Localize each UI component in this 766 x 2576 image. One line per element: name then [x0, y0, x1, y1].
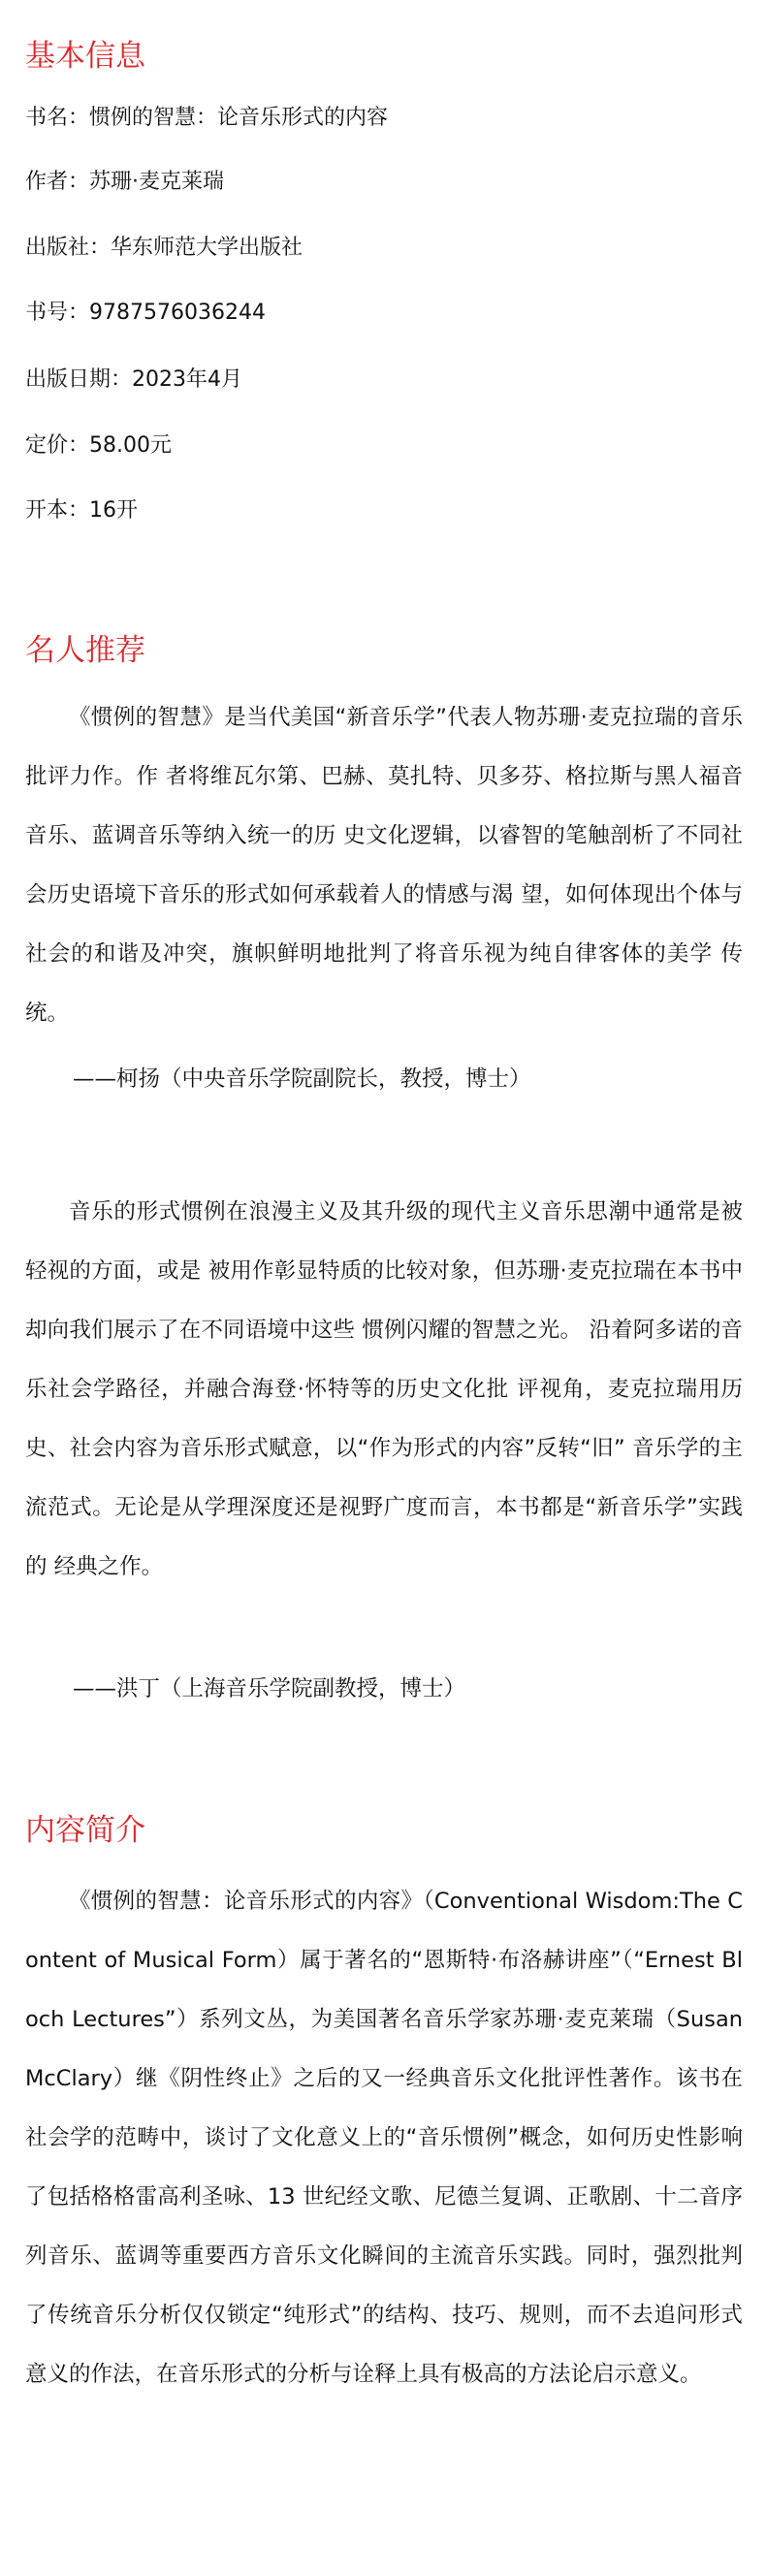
basic-info-heading: 基本信息 — [25, 39, 145, 74]
recommendation-attribution: ——洪丁（上海音乐学院副教授，博士） — [73, 1676, 466, 1701]
summary-heading: 内容简介 — [25, 1813, 145, 1848]
isbn-line: 书号：9787576036244 — [25, 301, 266, 325]
price-line: 定价：58.00元 — [25, 433, 172, 458]
book-title-line: 书名：惯例的智慧：论音乐形式的内容 — [25, 106, 389, 130]
publisher-line: 出版社：华东师范大学出版社 — [25, 236, 303, 260]
recommendations-heading: 名人推荐 — [25, 633, 145, 668]
author-line: 作者：苏珊·麦克莱瑞 — [25, 170, 224, 194]
summary-text: 《惯例的智慧：论音乐形式的内容》（Conventional Wisdom:The Content of Musical Form）属于著名的“恩斯特·布洛赫讲座”（“Ernest Bloch Lectures”）系列文丛，为美国著名音乐学家苏珊·麦克莱瑞（Susan McClary）继《阴性终止》之后的又一经典音乐文化批评性著作。该书在社会学的范畴中，谈讨了文化意义上的“音乐惯例”概念，如何历史性影响了包括格格雷高利圣咏、13 世纪经文歌、尼德兰复调、正歌剧、十二音序列音乐、蓝调等重要西方音乐文化瞬间的主流音乐实践。同时，强烈批判了传统音乐分析仅仅锁定“纯形式”的结构、技巧、规则，而不去追问形式意义的作法，在音乐形式的分析与诠释上具有极高的方法论启示意义。 — [25, 1889, 743, 2387]
recommendation-text: 音乐的形式惯例在浪漫主义及其升级的现代主义音乐思潮中通常是被轻视的方面，或是 被用作彰显特质的比较对象，但苏珊·麦克拉瑞在本书中却向我们展示了在不同语境中这些 惯例闪耀的智慧之光。 沿着阿多诺的音乐社会学路径，并融合海登·怀特等的历史文化批 评视角，麦克拉瑞用历史、社会内容为音乐形式赋意，以“作为形式的内容”反转“旧” 音乐学的主流范式。无论是从学理深度还是视野广度而言，本书都是“新音乐学”实践的 经典之作。 — [25, 1199, 743, 1579]
format-line: 开本：16开 — [25, 498, 138, 523]
recommendation-attribution: ——柯扬（中央音乐学院副院长，教授，博士） — [73, 1066, 531, 1092]
pub-date-line: 出版日期：2023年4月 — [25, 367, 242, 392]
recommendation-text: 《惯例的智慧》是当代美国“新音乐学”代表人物苏珊·麦克拉瑞的音乐批评力作。作 者将维瓦尔第、巴赫、莫扎特、贝多芬、格拉斯与黑人福音音乐、蓝调音乐等纳入统一的历 史文化逻辑，以睿智的笔触剖析了不同社会历史语境下音乐的形式如何承载着人的情感与渴 望，如何体现出个体与社会的和谐及冲突，旗帜鲜明地批判了将音乐视为纯自律客体的美学 传统。 — [25, 705, 743, 1026]
